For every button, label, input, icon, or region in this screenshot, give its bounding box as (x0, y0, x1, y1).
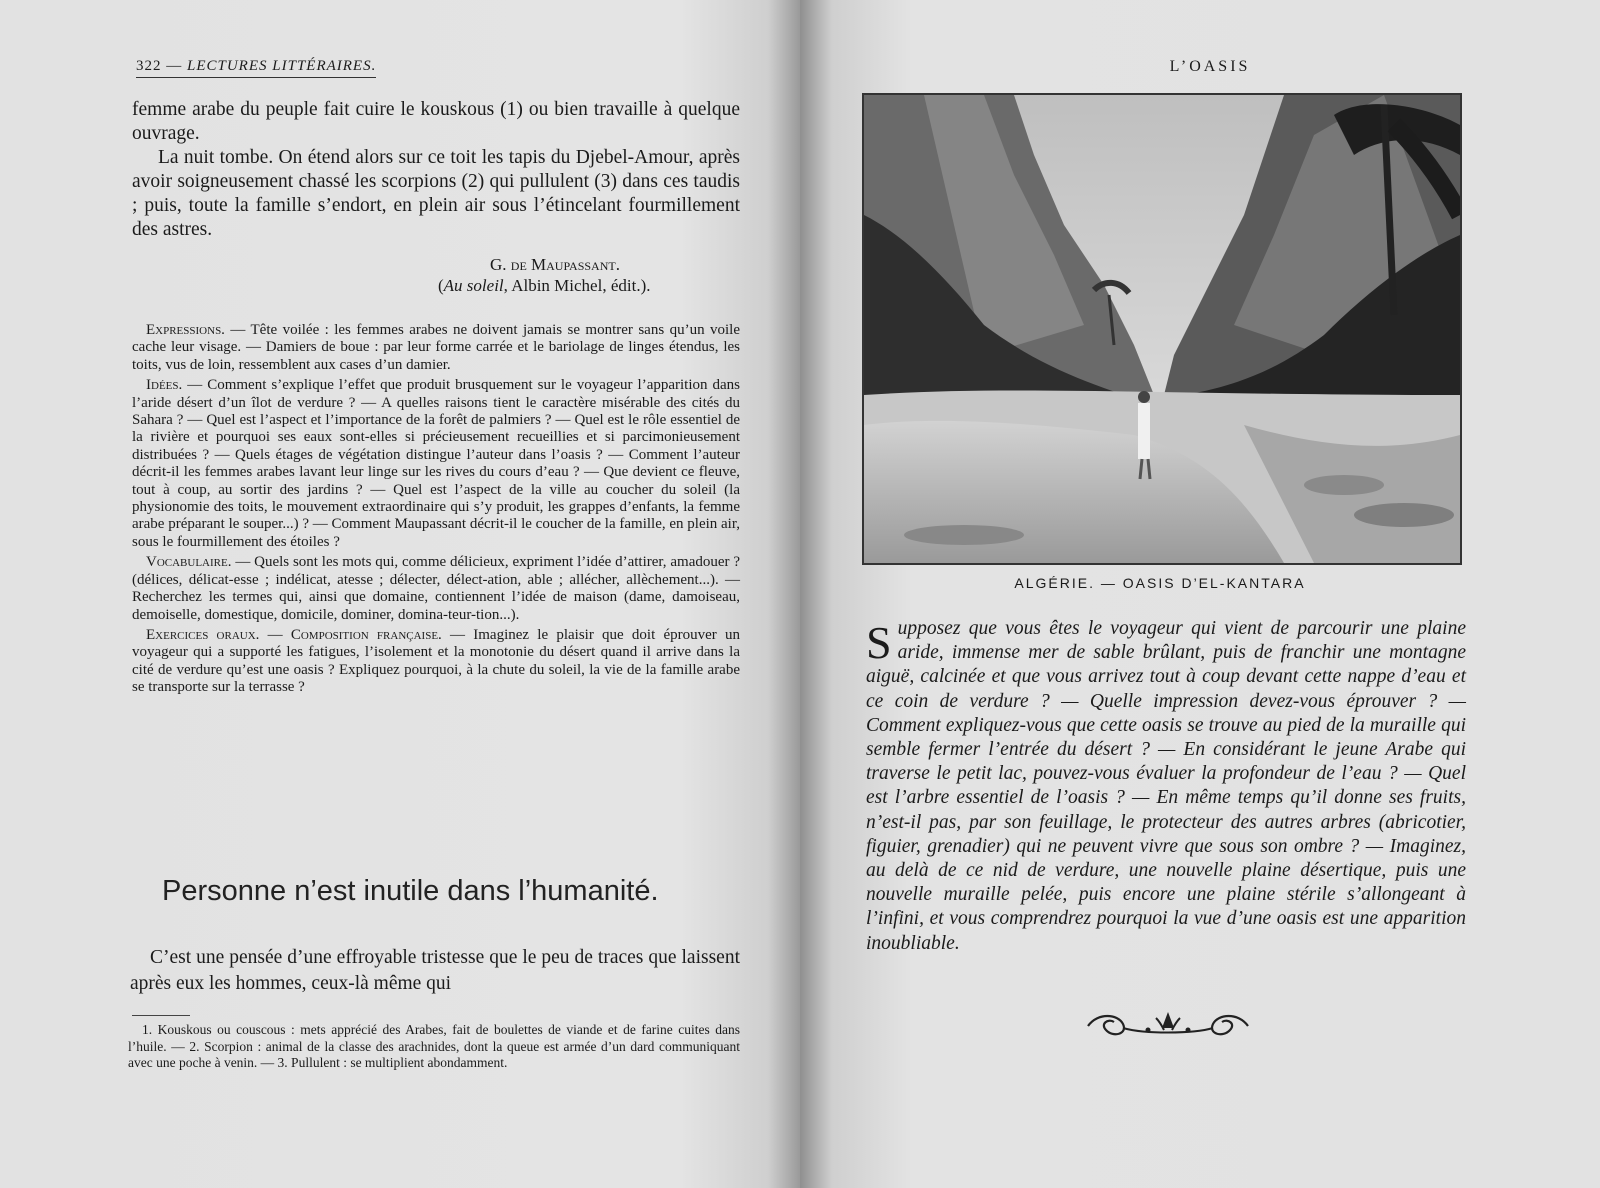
header-dash: — (166, 58, 183, 74)
drop-cap: S (866, 617, 892, 668)
exercise-oraux: Exercices oraux. — Composition française. — Imaginez le plaisir que doit éprouver un voyageur qui a supporté les fatigues, l’isolement et la monotonie du désert quand il arrive dans la cité de verdure qu’est une oasis ? Expliquez pourquoi, à la chute du soleil, la vie de la famille arabe se transporte sur la terrasse ? (132, 626, 741, 696)
exercise-idees: Idées. — Comment s’explique l’effet que produit brusquement sur le voyageur l’apparition dans l’aride désert d’un îlot de verdure ? — A quelles raisons tient le caractère misérable des cités du Sahara ? — Quel est l’aspect et l’importance de la forêt de palmiers ? — Quel est le rôle essentiel de la rivière et pourquoi ses eaux sont-elles si précieusement recueillies et si parcimonieusement distribuées ? — Quels étages de végétation distingue l’auteur dans l’oasis ? — Comment l’auteur décrit-il les femmes arabes lavant leur linge sur les rives du cours d’eau ? — Que devient ce fleuve, tout à coup, au sortir des jardins ? — Quel est l’aspect de la ville au coucher du soleil (la physionomie des toits, le mouvement extraordinaire qui s’y produit, les grappes d’enfants, la femme arabe préparant le souper...) ? — Comment Maupassant décrit-il le coucher de la famille, en plein air, sous le fourmillement des étoiles ? (132, 377, 740, 550)
section-text: C’est une pensée d’une effroyable tristesse que le peu de traces que laissent après eux les hommes, ceux-là même qui (130, 947, 740, 994)
source-reference: (Au soleil, Albin Michel, édit.). (438, 276, 651, 295)
floral-ornament-icon (1078, 1004, 1258, 1044)
running-header-left (136, 58, 376, 78)
oasis-photo (862, 93, 1462, 565)
footnotes: 1. Kouskous ou couscous : mets apprécié des Arabes, fait de boulettes de viande et de farine cuites dans l’huile. — 2. Scorpion : animal de la classe des arachnides, dont la queue est armée d’un dard communiquant avec une poche à venin. — 3. Pullulent : se multiplient abondamment. (128, 1022, 740, 1070)
paragraph-1: femme arabe du peuple fait cuire le kouskous (1) ou bien travaille à quelque ouvrage. (132, 99, 740, 144)
main-text (132, 98, 740, 242)
running-header-right: L’OASIS (1169, 58, 1251, 75)
paragraph-2: La nuit tombe. On étend alors sur ce toit les tapis du Djebel-Amour, après avoir soigneusement chassé les scorpions (2) qui pullulent (3) dans ces taudis ; puis, toute la famille s’endort, en plein air sous l’étincelant fourmillement des astres. (132, 147, 740, 240)
right-page (800, 0, 1600, 1188)
author-signature: G. de Maupassant. (490, 255, 620, 274)
running-title: LECTURES LITTÉRAIRES. (187, 58, 377, 74)
footnote-rule (132, 1015, 190, 1016)
photo-caption: ALGÉRIE. — OASIS D’EL-KANTARA (1014, 575, 1306, 591)
page-number: 322 (136, 58, 162, 74)
questions-text: Supposez que vous êtes le voyageur qui vient de parcourir une plaine aride, immense mer de sable brûlant, puis de franchir une montagne aiguë, calcinée et que vous arrivez tout à coup devant cette nappe d’eau et ce coin de verdure ? — Quelle impression devez-vous éprouver ? — Comment expliquez-vous que cette oasis se trouve au pied de la muraille qui semble fermer l’entrée du désert ? — En considérant le jeune Arabe qui traverse le petit lac, pouvez-vous évaluer la profondeur de l’eau ? — Quel est l’arbre essentiel de l’oasis ? — En même temps qu’il donne ses fruits, n’est-il pas, par son feuillage, le protecteur des autres arbres (abricotier, figuier, grenadier) qui ne peuvent vivre que sous son ombre ? — Imaginez, au delà de ce nid de verdure, une nouvelle plaine désertique, puis une nouvelle muraille pelée, puis encore une plaine stérile s’allongeant à l’infini, et vous comprendrez pourquoi la vue d’une oasis est une apparition inoubliable. (866, 617, 1466, 954)
exercise-vocabulaire: Vocabulaire. — Quels sont les mots qui, comme délicieux, expriment l’idée d’attirer, amadouer ? (délices, délicat-esse ; indélicat, atesse ; délecter, délect-ation, able ; allécher, allèchement...). — Recherchez les termes qui, ainsi que domaine, contiennent l’idée de maison (dame, damoiseau, demoiselle, domestique, domicile, dominer, domina-teur-tion...). (132, 554, 740, 623)
exercise-expressions: Expressions. — Tête voilée : les femmes arabes ne doivent jamais se montrer sans qu’un voile cache leur visage. — Damiers de boue : par leur forme carrée et le bariolage de linges étendus, les toits, vus de loin, ressemblent aux cases d’un damier. (132, 322, 740, 373)
section-title: Personne n’est inutile dans l’humanité. (162, 875, 659, 907)
exercises-block (132, 322, 740, 700)
